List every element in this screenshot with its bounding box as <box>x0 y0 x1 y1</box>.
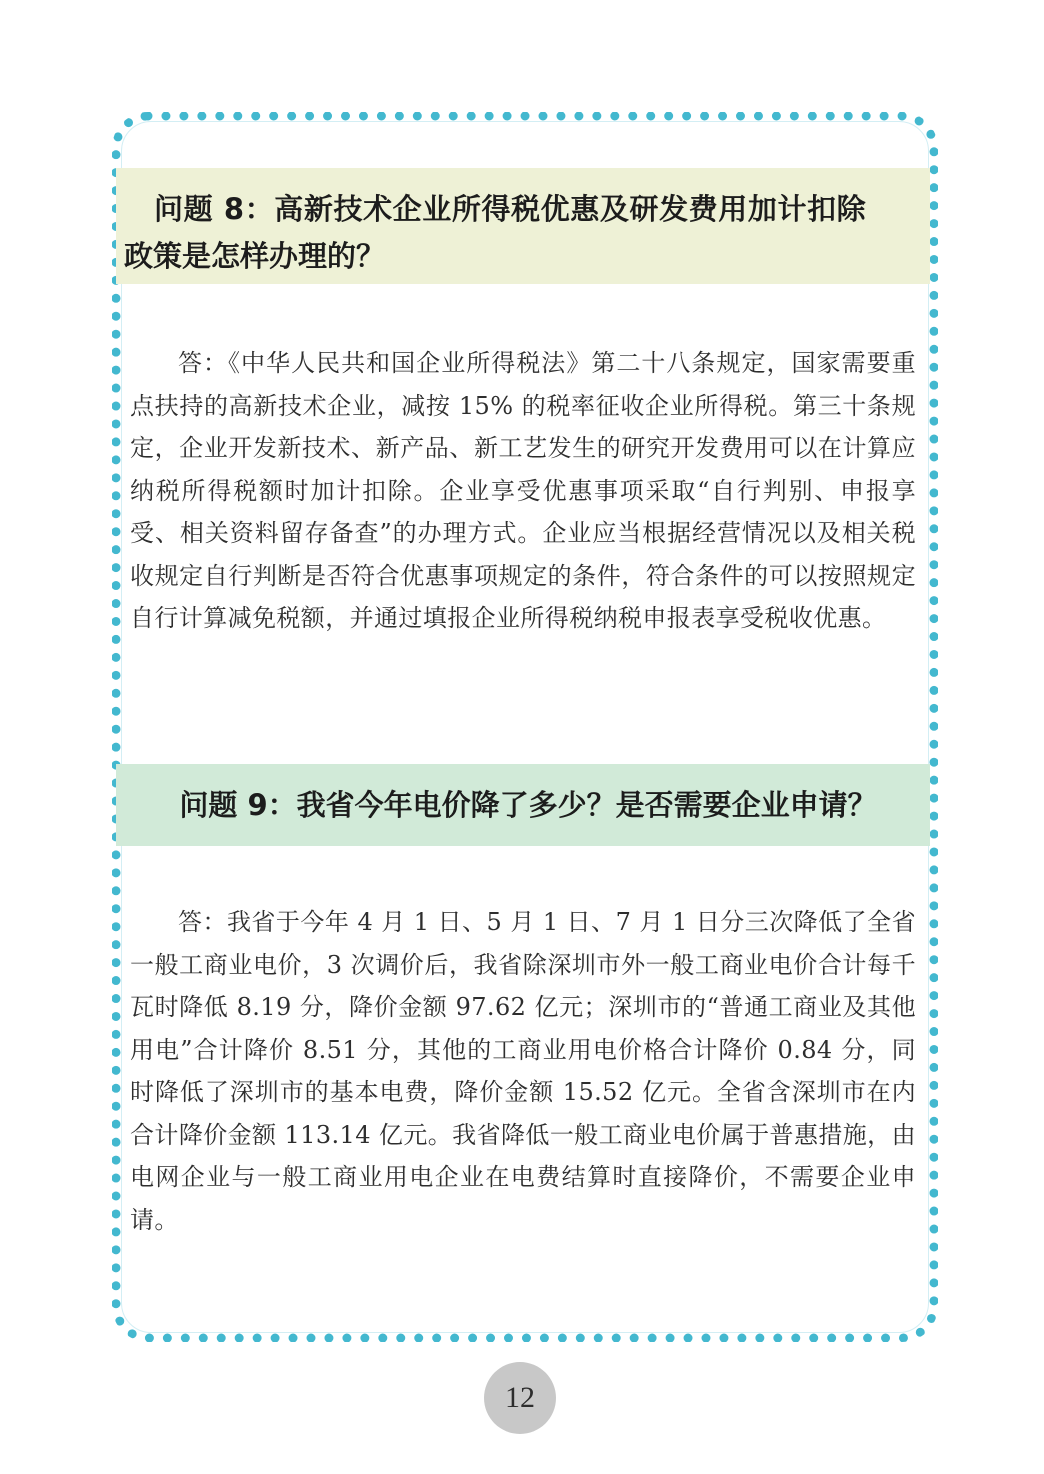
question-8-title-line1: 问题 8：高新技术企业所得税优惠及研发费用加计扣除 <box>154 192 867 226</box>
question-8-title-line2: 政策是怎样办理的？ <box>124 239 386 273</box>
question-9-title-bar <box>116 764 930 846</box>
page-number: 12 <box>505 1381 535 1414</box>
question-8-answer: 答：《中华人民共和国企业所得税法》第二十八条规定，国家需要重点扶持的高新技术企业，减按 15% 的税率征收企业所得税。第三十条规定，企业开发新技术、新产品、新工艺发生的研究开发费用可以在计算应纳税所得税额时加计扣除。企业享受优惠事项采取“自行判别、申报享受、相关资料留存备查”的办理方式。企业应当根据经营情况以及相关税收规定自行判断是否符合优惠事项规定的条件，符合条件的可以按照规定自行计算减免税额，并通过填报企业所得税纳税申报表享受税收优惠。 <box>130 349 916 632</box>
question-9-answer: 答：我省于今年 4 月 1 日、5 月 1 日、7 月 1 日分三次降低了全省一般工商业电价，3 次调价后，我省除深圳市外一般工商业电价合计每千瓦时降低 8.19 分，降价金额 97.62 亿元；深圳市的“普通工商业及其他用电”合计降价 8.51 分，其他的工商业用电价格合计降价 0.84 分，同时降低了深圳市的基本电费，降价金额 15.52 亿元。全省含深圳市在内合计降价金额 113.14 亿元。我省降低一般工商业电价属于普惠措施，由电网企业与一般工商业用电企业在电费结算时直接降价，不需要企业申请。 <box>130 908 916 1234</box>
page-number-badge <box>484 1362 556 1434</box>
question-8-title-bar <box>116 168 930 284</box>
question-9-title: 问题 9：我省今年电价降了多少？是否需要企业申请？ <box>179 788 877 822</box>
